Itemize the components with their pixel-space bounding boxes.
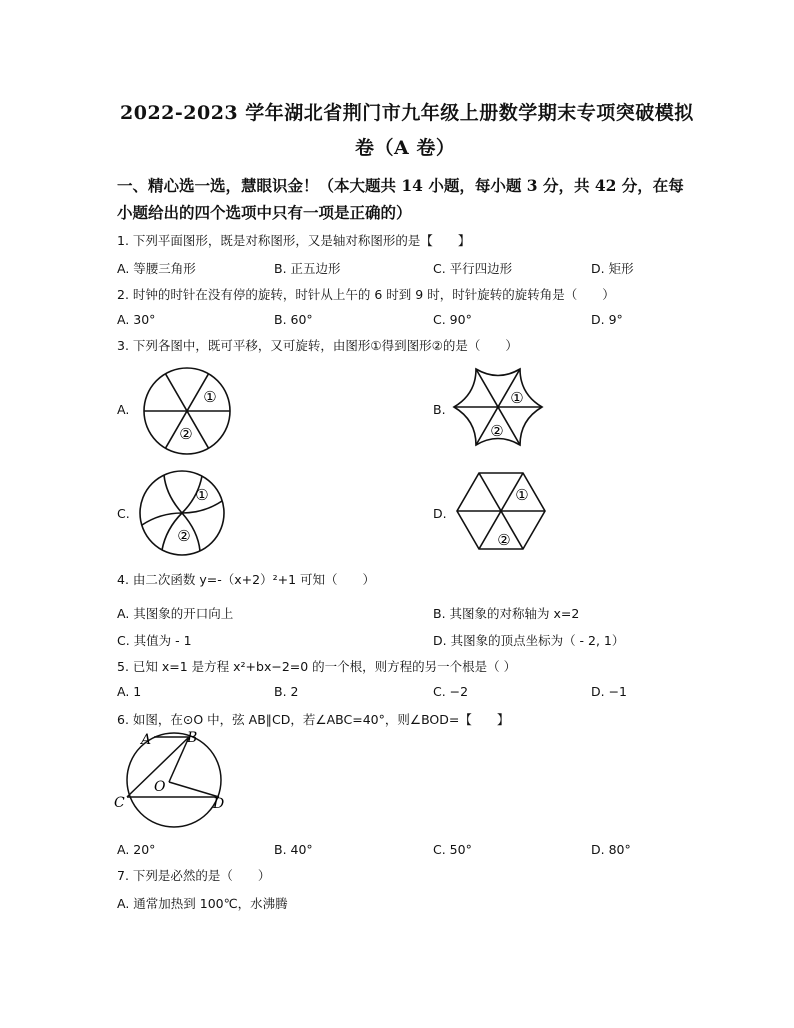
question-2-option-a: A. 30°	[117, 312, 156, 327]
label-b: B	[187, 730, 198, 746]
question-3-figure-b	[452, 366, 544, 448]
question-3-figure-c	[138, 469, 226, 557]
question-5-option-a: A. 1	[117, 684, 142, 699]
question-4-option-a: A. 其图象的开口向上	[117, 606, 234, 621]
title-line-2: 卷（A 卷）	[355, 137, 456, 159]
question-1-option-c: C. 平行四边形	[433, 261, 513, 276]
mark-1: ①	[195, 486, 209, 504]
mark-2: ②	[490, 422, 504, 440]
mark-1: ①	[203, 388, 217, 406]
question-3-option-c: C.	[117, 506, 130, 521]
question-4-stem: 4. 由二次函数 y=-（x+2）²+1 可知（ ）	[117, 572, 375, 587]
title-line-1: 2022-2023 学年湖北省荆门市九年级上册数学期末专项突破模拟	[120, 102, 694, 124]
question-3-option-b: B.	[433, 402, 446, 417]
question-3-figure-a	[142, 366, 232, 456]
question-2-option-d: D. 9°	[591, 312, 623, 327]
question-3-option-a: A.	[117, 402, 130, 417]
mark-2: ②	[179, 425, 193, 443]
label-o: O	[154, 779, 166, 795]
question-4-option-d: D. 其图象的顶点坐标为（ - 2, 1）	[433, 633, 625, 648]
question-6-figure	[112, 730, 232, 820]
question-2-stem: 2. 时钟的时针在没有停的旋转，时针从上午的 6 时到 9 时，时针旋转的旋转角是（ ）	[117, 287, 615, 302]
question-1-option-d: D. 矩形	[591, 261, 634, 276]
question-5-stem: 5. 已知 x=1 是方程 x²+bx−2=0 的一个根，则方程的另一个根是（ ）	[117, 659, 517, 674]
mark-2: ②	[177, 527, 191, 545]
question-6-option-d: D. 80°	[591, 842, 631, 857]
label-c: C	[114, 795, 125, 811]
section-header-line-1: 一、精心选一选，慧眼识金！（本大题共 14 小题，每小题 3 分，共 42 分，在每	[117, 176, 684, 195]
label-a: A	[141, 732, 152, 748]
mark-2: ②	[497, 531, 511, 549]
question-4-option-c: C. 其值为 - 1	[117, 633, 192, 648]
question-7-stem: 7. 下列是必然的是（ ）	[117, 868, 271, 883]
question-5-option-d: D. −1	[591, 684, 627, 699]
question-2-option-c: C. 90°	[433, 312, 472, 327]
question-5-option-b: B. 2	[274, 684, 299, 699]
question-1-stem: 1. 下列平面图形，既是对称图形，又是轴对称图形的是【 】	[117, 233, 471, 248]
question-3-stem: 3. 下列各图中，既可平移，又可旋转，由图形①得到图形②的是（ ）	[117, 338, 518, 353]
question-3-option-d: D.	[433, 506, 447, 521]
question-3-figure-d	[455, 470, 547, 552]
label-d: D	[213, 796, 225, 812]
question-6-option-a: A. 20°	[117, 842, 156, 857]
question-1-option-b: B. 正五边形	[274, 261, 341, 276]
question-6-option-c: C. 50°	[433, 842, 472, 857]
mark-1: ①	[510, 389, 524, 407]
question-7-option-a: A. 通常加热到 100℃，水沸腾	[117, 896, 288, 911]
question-6-stem: 6. 如图，在⊙O 中，弦 AB∥CD，若∠ABC=40°，则∠BOD=【 】	[117, 712, 510, 727]
question-5-option-c: C. −2	[433, 684, 469, 699]
question-6-option-b: B. 40°	[274, 842, 313, 857]
question-2-option-b: B. 60°	[274, 312, 313, 327]
question-4-option-b: B. 其图象的对称轴为 x=2	[433, 606, 580, 621]
section-header-line-2: 小题给出的四个选项中只有一项是正确的）	[117, 203, 412, 222]
mark-1: ①	[515, 486, 529, 504]
question-1-option-a: A. 等腰三角形	[117, 261, 196, 276]
